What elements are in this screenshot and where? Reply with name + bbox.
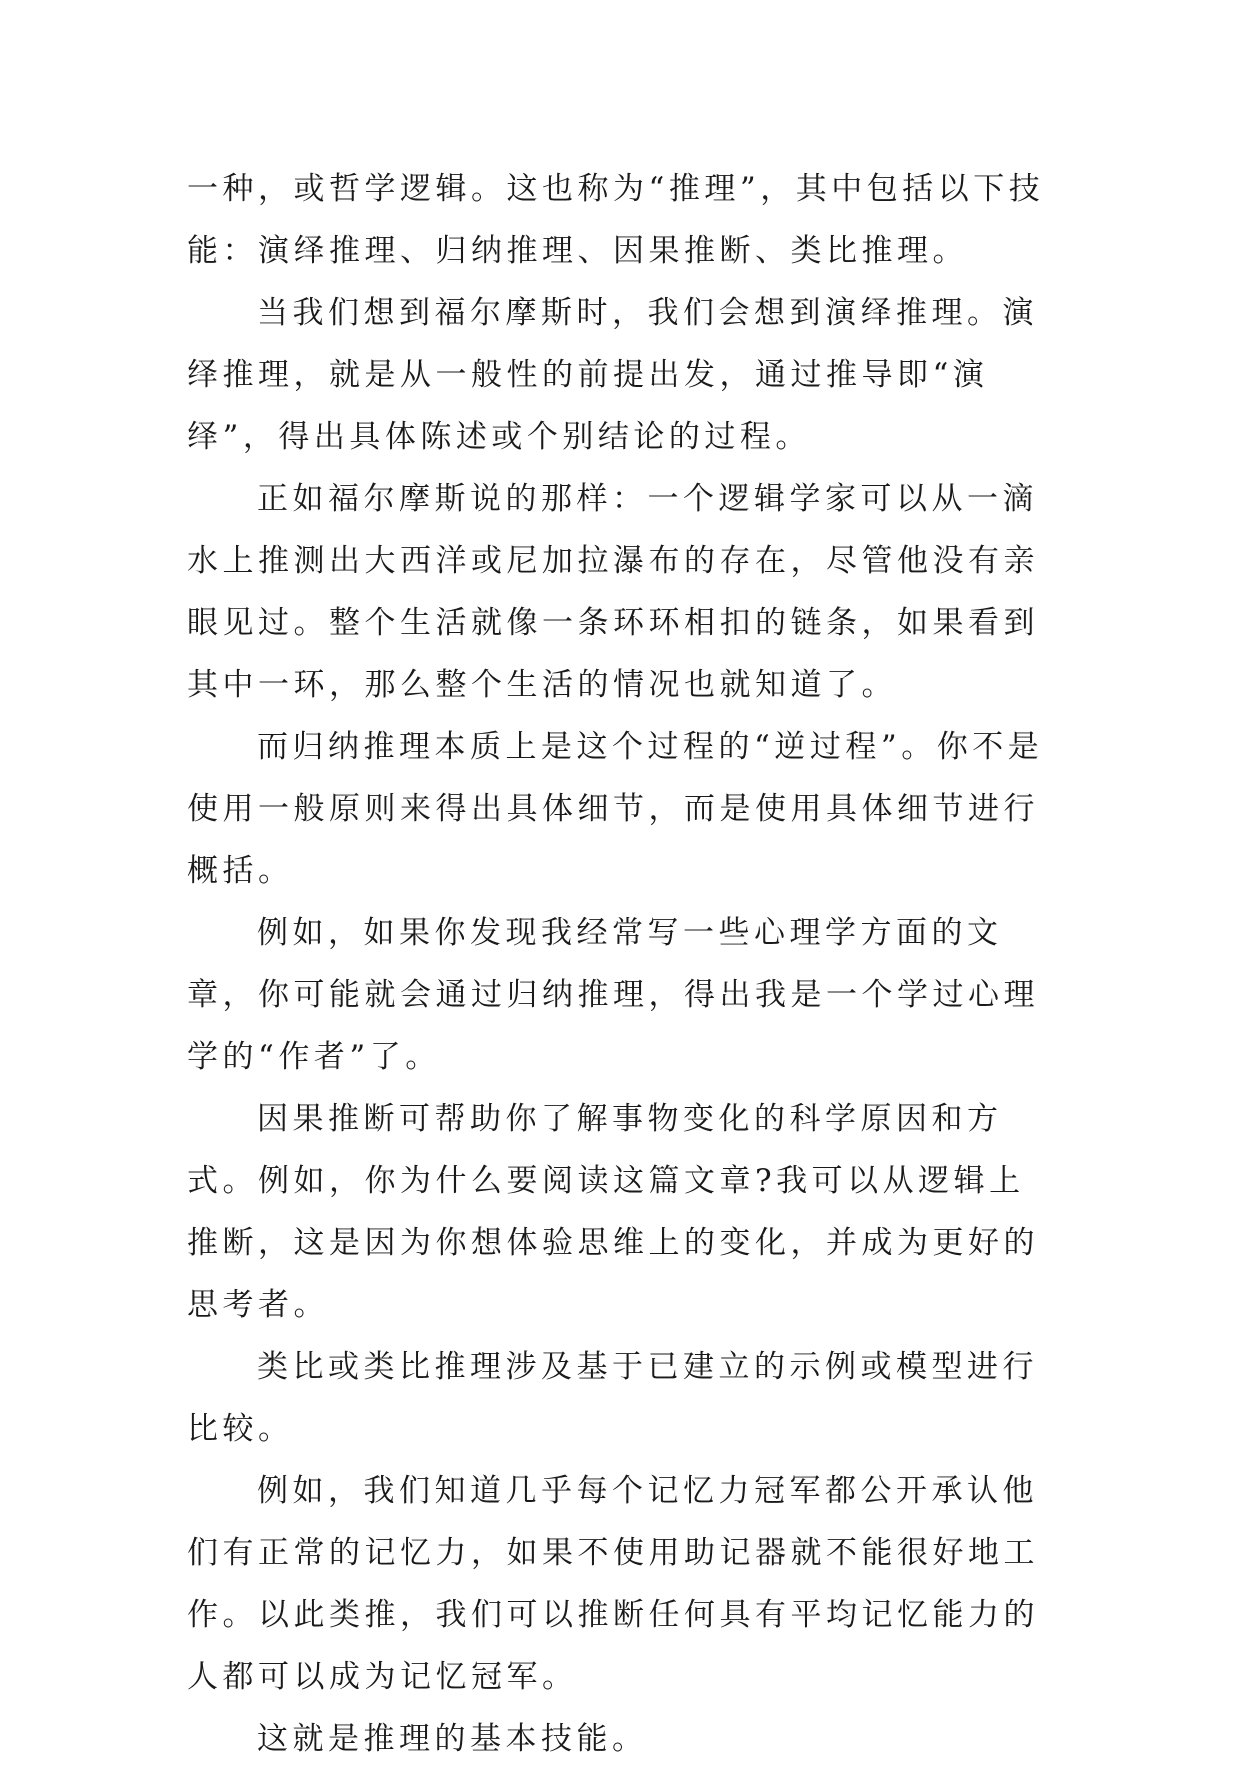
paragraph-3: 正如福尔摩斯说的那样：一个逻辑学家可以从一滴水上推测出大西洋或尼加拉瀑布的存在，尽管他没有亲眼见过。整个生活就像一条环环相扣的链条，如果看到其中一环，那么整个生活的情况也就知道了。 [187, 481, 1039, 703]
paragraph-9: 这就是推理的基本技能。 [257, 1721, 648, 1757]
paragraph-2: 当我们想到福尔摩斯时，我们会想到演绎推理。演绎推理，就是从一般性的前提出发，通过推导即“演绎”，得出具体陈述或个别结论的过程。 [187, 295, 1038, 455]
paragraph-7: 类比或类比推理涉及基于已建立的示例或模型进行比较。 [187, 1349, 1038, 1447]
document-body [187, 158, 1057, 1770]
paragraph-6: 因果推断可帮助你了解事物变化的科学原因和方式。例如，你为什么要阅读这篇文章?我可以从逻辑上推断，这是因为你想体验思维上的变化，并成为更好的思考者。 [187, 1101, 1039, 1323]
paragraph-5: 例如，如果你发现我经常写一些心理学方面的文章，你可能就会通过归纳推理，得出我是一个学过心理学的“作者”了。 [187, 915, 1039, 1075]
paragraph-1: 一种，或哲学逻辑。这也称为“推理”，其中包括以下技能：演绎推理、归纳推理、因果推断、类比推理。 [187, 171, 1045, 269]
paragraph-4: 而归纳推理本质上是这个过程的“逆过程”。你不是使用一般原则来得出具体细节，而是使用具体细节进行概括。 [187, 729, 1044, 889]
paragraph-8: 例如，我们知道几乎每个记忆力冠军都公开承认他们有正常的记忆力，如果不使用助记器就不能很好地工作。以此类推，我们可以推断任何具有平均记忆能力的人都可以成为记忆冠军。 [187, 1473, 1039, 1695]
